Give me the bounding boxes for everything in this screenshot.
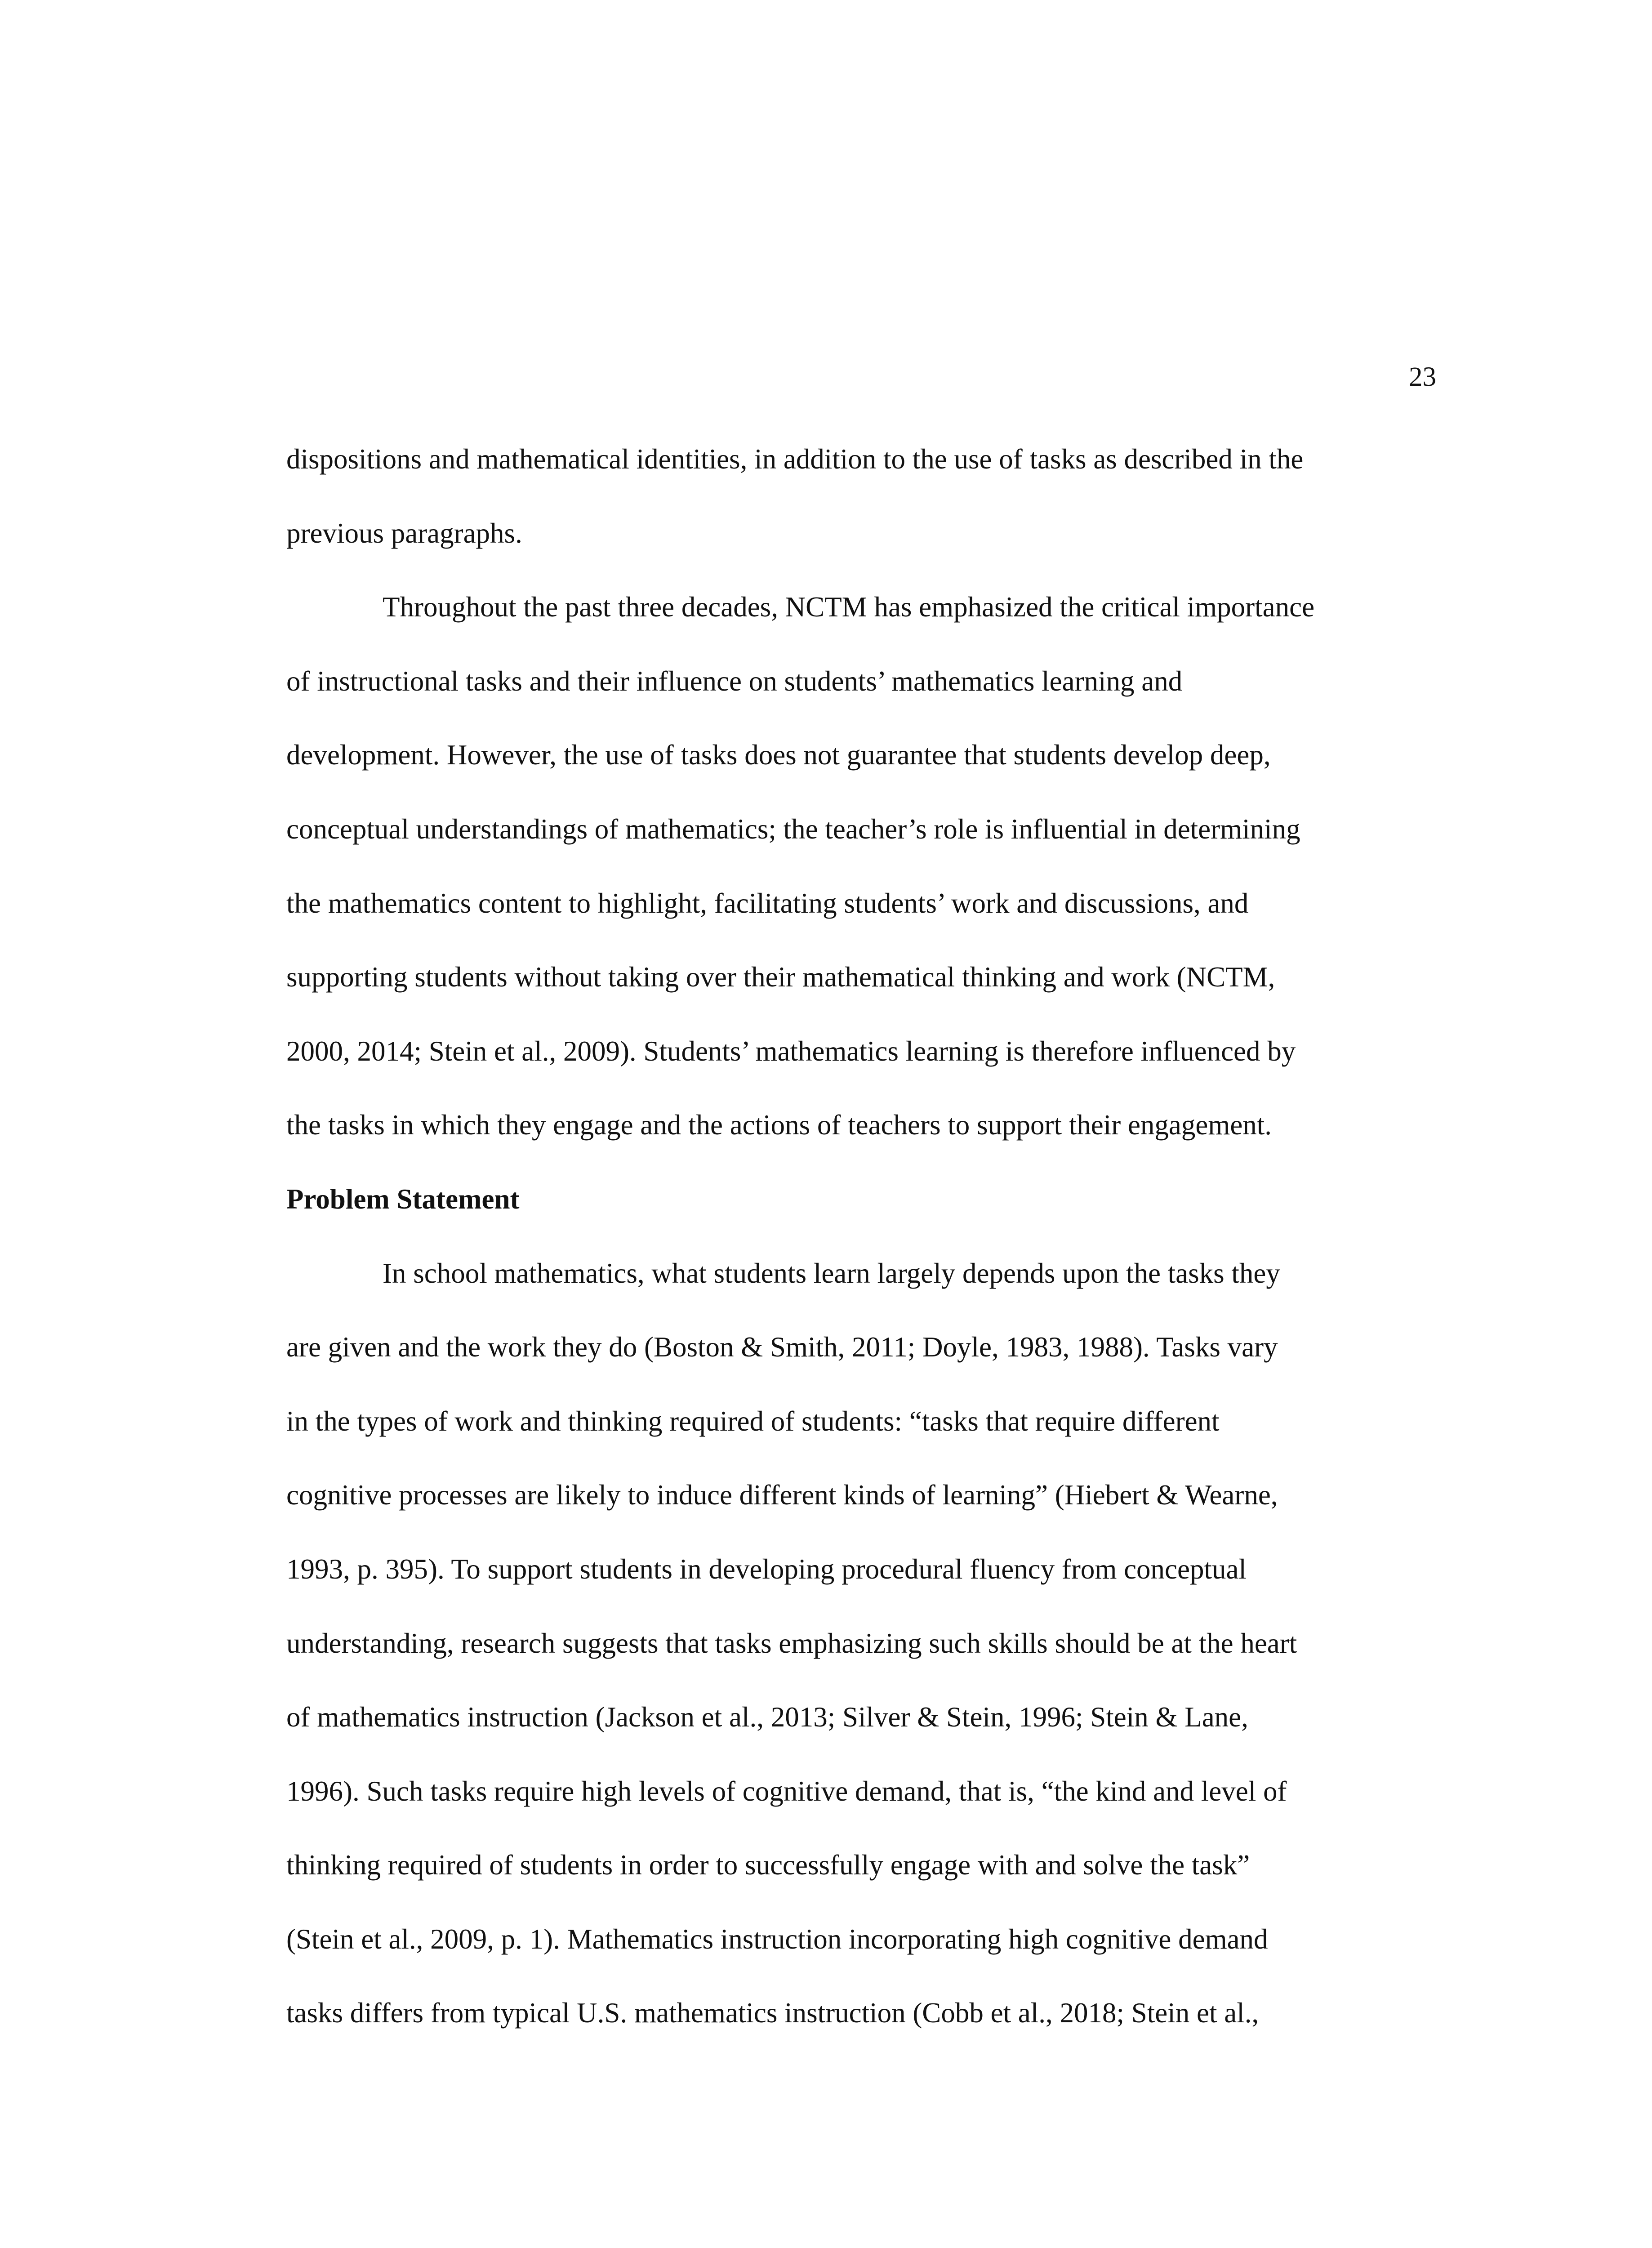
page-number: 23 <box>1409 362 1436 392</box>
text-line: the mathematics content to highlight, facilitating students’ work and discussions, and <box>286 887 1249 919</box>
text-line: previous paragraphs. <box>286 517 522 549</box>
section-heading: Problem Statement <box>286 1183 520 1215</box>
text-line: 1996). Such tasks require high levels of cognitive demand, that is, “the kind and level of <box>286 1775 1287 1807</box>
text-line: 2000, 2014; Stein et al., 2009). Students’ mathematics learning is therefore influenced by <box>286 1035 1296 1067</box>
text-line: of instructional tasks and their influence on students’ mathematics learning and <box>286 665 1183 697</box>
text-line: tasks differs from typical U.S. mathematics instruction (Cobb et al., 2018; Stein et al., <box>286 1997 1259 2029</box>
text-line: are given and the work they do (Boston & Smith, 2011; Doyle, 1983, 1988). Tasks vary <box>286 1331 1278 1363</box>
text-line: (Stein et al., 2009, p. 1). Mathematics instruction incorporating high cognitive demand <box>286 1923 1268 1955</box>
text-line: 1993, p. 395). To support students in developing procedural fluency from conceptual <box>286 1553 1247 1585</box>
text-line: supporting students without taking over their mathematical thinking and work (NCTM, <box>286 961 1275 993</box>
body-text <box>286 443 1428 2071</box>
text-line: thinking required of students in order to successfully engage with and solve the task” <box>286 1849 1250 1881</box>
text-line: of mathematics instruction (Jackson et al., 2013; Silver & Stein, 1996; Stein & Lane, <box>286 1701 1248 1733</box>
text-line: development. However, the use of tasks does not guarantee that students develop deep, <box>286 739 1271 771</box>
text-line: understanding, research suggests that tasks emphasizing such skills should be at the heart <box>286 1627 1297 1659</box>
text-line: the tasks in which they engage and the actions of teachers to support their engagement. <box>286 1109 1272 1141</box>
text-line: conceptual understandings of mathematics; the teacher’s role is influential in determining <box>286 813 1300 845</box>
paragraph-first-line: Throughout the past three decades, NCTM has emphasized the critical importance <box>383 591 1315 623</box>
paragraph-first-line: In school mathematics, what students learn largely depends upon the tasks they <box>383 1257 1280 1289</box>
text-line: cognitive processes are likely to induce different kinds of learning” (Hiebert & Wearne, <box>286 1479 1278 1511</box>
text-line: in the types of work and thinking required of students: “tasks that require different <box>286 1405 1220 1437</box>
text-line: dispositions and mathematical identities, in addition to the use of tasks as described in the <box>286 443 1304 475</box>
